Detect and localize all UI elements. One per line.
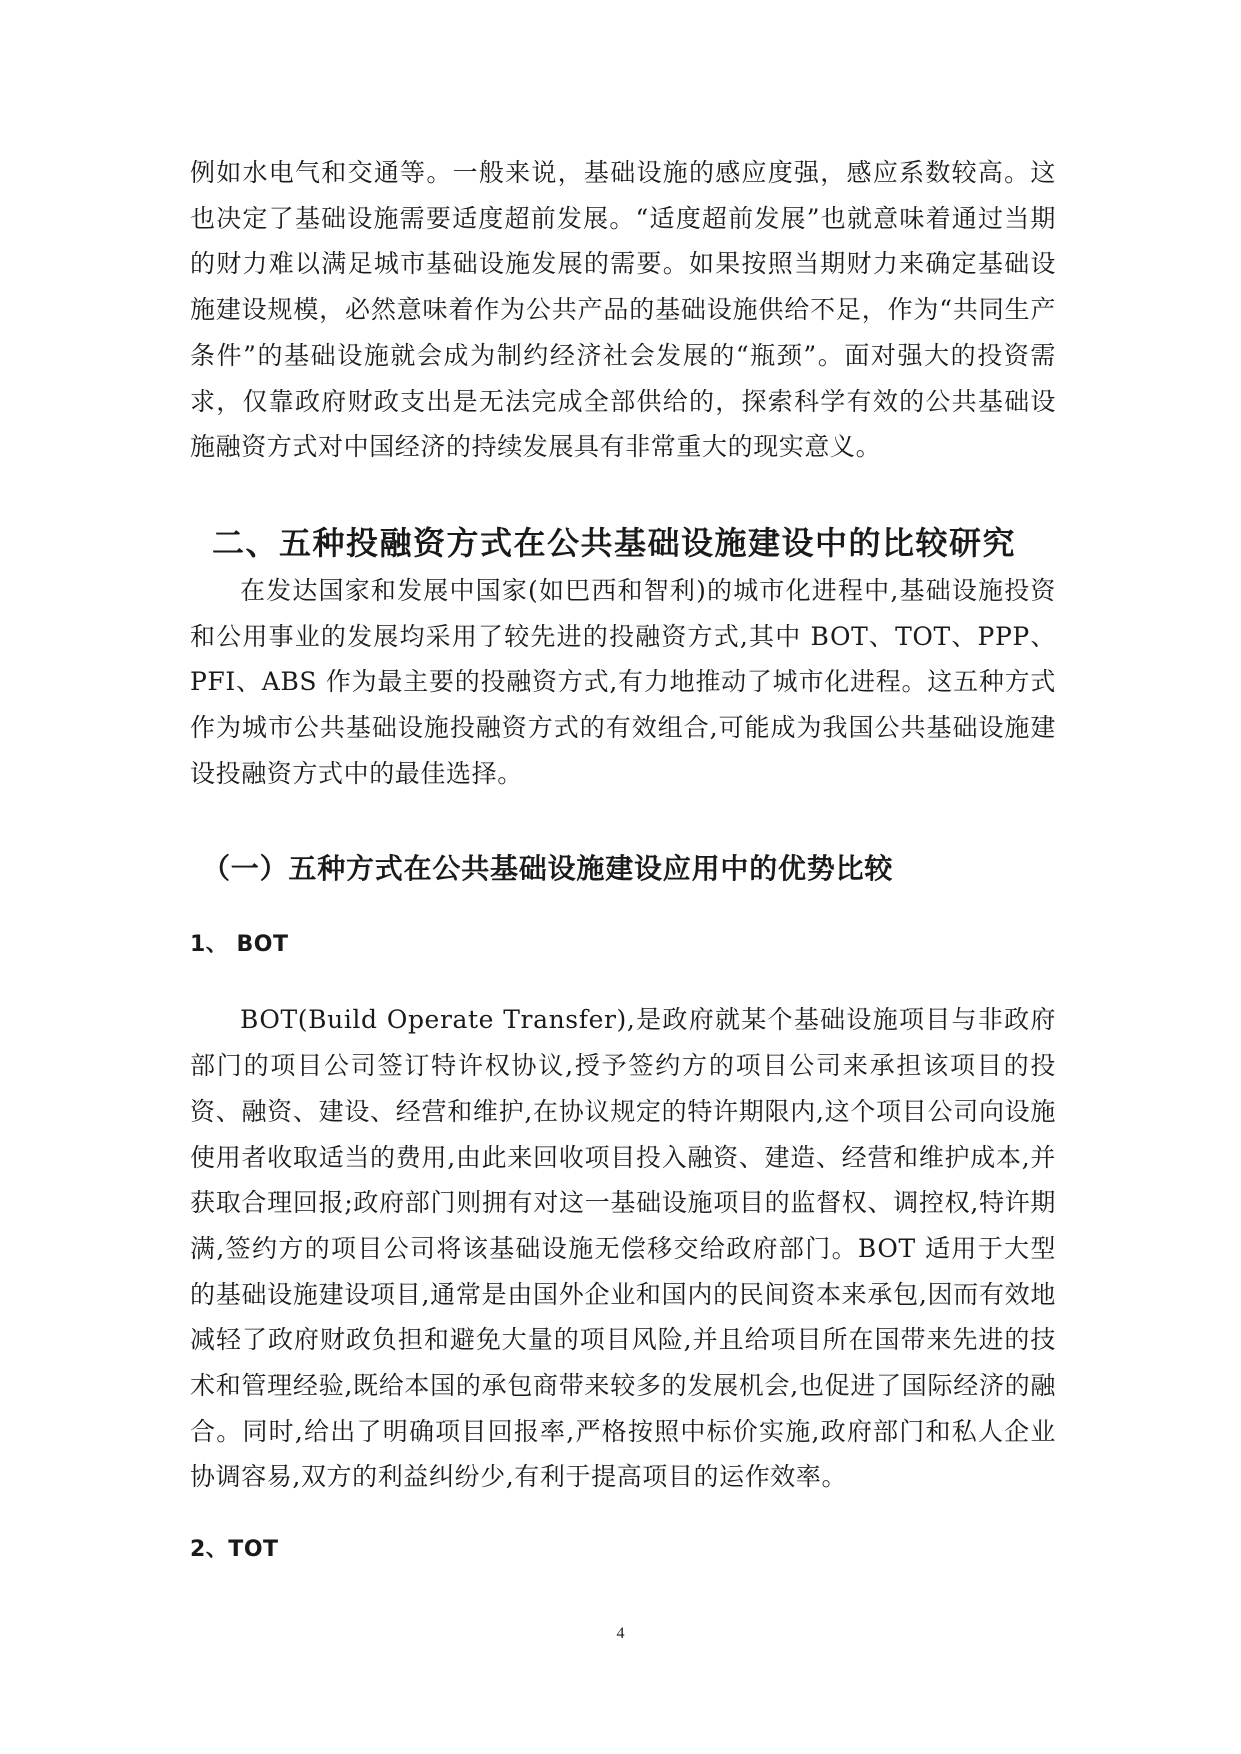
section2-intro-paragraph: 在发达国家和发展中国家(如巴西和智利)的城市化进程中,基础设施投资和公用事业的发展均采用了较先进的投融资方式,其中 BOT、TOT、PPP、PFI、ABS 作为最主要的投融资方式,有力地推动了城市化进程。这五种方式作为城市公共基础设施投融资方式的有效组合,可能成为我国公共基础设施建设投融资方式中的最佳选择。	[190, 575, 1056, 788]
bot-paragraph: BOT(Build Operate Transfer),是政府就某个基础设施项目与非政府部门的项目公司签订特许权协议,授予签约方的项目公司来承担该项目的投资、融资、建设、经营和维护,在协议规定的特许期限内,这个项目公司向设施使用者收取适当的费用,由此来回收项目投入融资、建造、经营和维护成本,并获取合理回报;政府部门则拥有对这一基础设施项目的监督权、调控权,特许期满,签约方的项目公司将该基础设施无偿移交给政府部门。BOT 适用于大型的基础设施建设项目,通常是由国外企业和国内的民间资本来承包,因而有效地减轻了政府财政负担和避免大量的项目风险,并且给项目所在国带来先进的技术和管理经验,既给本国的承包商带来较多的发展机会,也促进了国际经济的融合。同时,给出了明确项目回报率,严格按照中标价实施,政府部门和私人企业协调容易,双方的利益纠纷少,有利于提高项目的运作效率。	[190, 1005, 1056, 1492]
section-heading-2: 二、五种投融资方式在公共基础设施建设中的比较研究	[212, 523, 1017, 562]
item-heading-bot: 1、 BOT	[190, 932, 289, 958]
page-body	[190, 150, 1056, 1570]
subsection-heading-1: （一）五种方式在公共基础设施建设应用中的优势比较	[202, 852, 894, 886]
page-number: 4	[616, 1625, 625, 1642]
item-heading-tot: 2、TOT	[190, 1537, 279, 1563]
intro-paragraph: 例如水电气和交通等。一般来说，基础设施的感应度强，感应系数较高。这也决定了基础设施需要适度超前发展。“适度超前发展”也就意味着通过当期的财力难以满足城市基础设施发展的需要。如果按照当期财力来确定基础设施建设规模，必然意味着作为公共产品的基础设施供给不足，作为“共同生产条件”的基础设施就会成为制约经济社会发展的“瓶颈”。面对强大的投资需求，仅靠政府财政支出是无法完成全部供给的，探索科学有效的公共基础设施融资方式对中国经济的持续发展具有非常重大的现实意义。	[190, 158, 1056, 462]
